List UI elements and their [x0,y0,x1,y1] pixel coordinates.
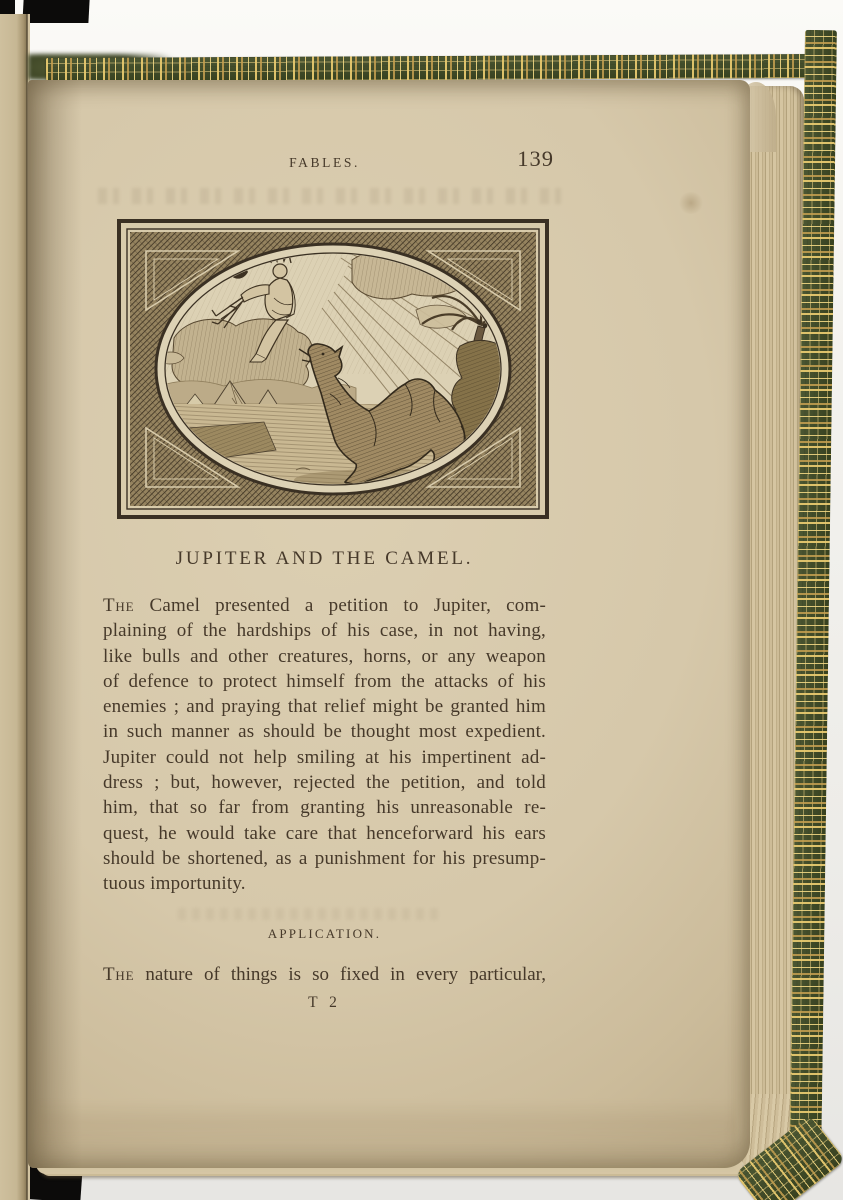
text-line: should be shortened, as a punishment for his presump- [103,847,546,869]
text-line: in such manner as should be thought most expedient. [103,721,546,743]
page-header [103,146,554,178]
text-line: The Camel presented a petition to Jupiter, com- [103,595,546,616]
text-line: tuous importunity. [103,873,246,895]
text-line: of defence to protect himself from the attacks of his [103,670,546,692]
show-through-ghost [178,908,438,920]
foxing-spot [678,192,704,214]
text-line: The nature of things is so fixed in every particular, [103,964,547,985]
text-line: plaining of the hardships of his case, in not having, [103,620,546,642]
show-through-ghost [98,188,568,204]
facing-page-edge [0,14,30,1200]
fable-engraving [116,218,550,520]
small-caps-lead: The [103,964,135,985]
text-line: quest, he would take care that henceforward his ears [103,822,546,844]
fable-paragraph [103,593,546,897]
text-line: enemies ; and praying that relief might be granted him [103,696,546,718]
text-line: Jupiter could not help smiling at his impertinent ad- [103,746,546,768]
book-page [28,80,750,1168]
page-number: 139 [517,146,554,171]
text-line: like bulls and other creatures, horns, or any weapon [103,645,546,667]
gilt-top-edge [46,54,814,82]
application-heading: APPLICATION. [267,926,382,941]
book-cover-board-top [22,0,89,23]
text-line: dress ; but, however, rejected the petition, and told [103,772,546,794]
signature-mark: T 2 [308,994,341,1011]
small-caps-lead: The [103,595,135,616]
gutter-shadow [28,80,82,1168]
text-line: him, that so far from granting his unreasonable re- [103,797,546,819]
application-paragraph [103,962,546,987]
paper-stain [36,1100,736,1170]
running-title: FABLES. [289,155,360,170]
engraving-svg [116,218,550,520]
fable-title: JUPITER AND THE CAMEL. [175,548,474,569]
